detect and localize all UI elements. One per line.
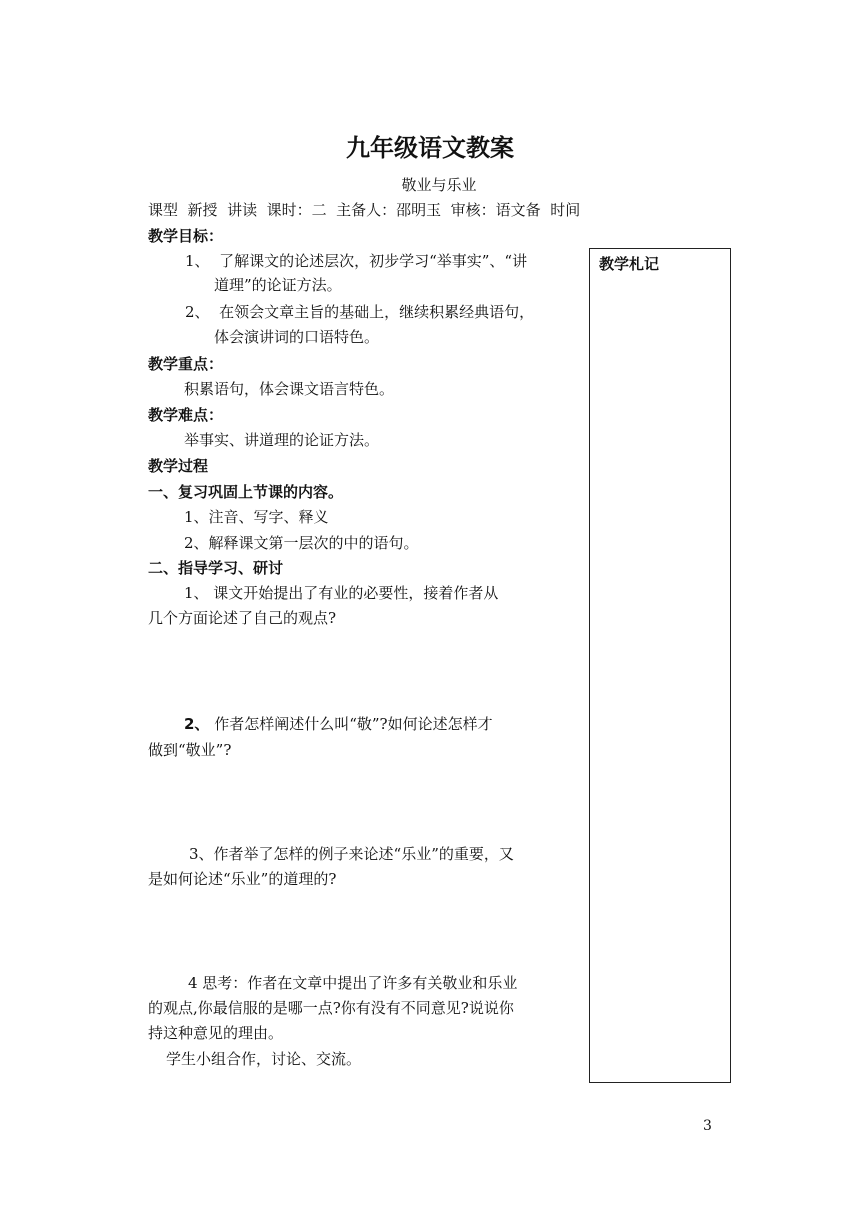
question-4-line-3: 持这种意见的理由。 xyxy=(148,1024,284,1042)
section-2-heading: 二、指导学习、研讨 xyxy=(148,559,284,577)
question-2-line-2: 做到“敬业”? xyxy=(148,741,232,759)
goal-item-1-line-1: 1、 了解课文的论述层次，初步学习“举事实”、“讲 xyxy=(185,252,528,270)
section-1-heading: 一、复习巩固上节课的内容。 xyxy=(148,483,344,501)
lesson-subtitle: 敬业与乐业 xyxy=(401,176,477,194)
goal-item-2-line-2: 体会演讲词的口语特色。 xyxy=(214,328,380,346)
question-2-line-1 xyxy=(184,712,493,736)
process-heading: 教学过程 xyxy=(148,457,209,475)
meta-line: 课型 新授 讲读 课时：二 主备人：邵明玉 审核：语文备 时间 xyxy=(148,201,581,219)
teaching-notes-box xyxy=(589,248,731,1083)
key-points-text: 积累语句，体会课文语言特色。 xyxy=(184,380,395,398)
group-activity: 学生小组合作，讨论、交流。 xyxy=(166,1050,362,1068)
goals-heading: 教学目标： xyxy=(148,227,224,245)
teaching-notes-label: 教学札记 xyxy=(599,255,660,273)
question-4-line-1: 4 思考：作者在文章中提出了许多有关敬业和乐业 xyxy=(188,974,518,992)
goal-item-1-line-2: 道理”的论证方法。 xyxy=(214,276,342,294)
question-3-line-1: 3、作者举了怎样的例子来论述“乐业”的重要，又 xyxy=(189,845,514,863)
page-title: 九年级语文教案 xyxy=(346,134,514,162)
question-1-line-2: 几个方面论述了自己的观点? xyxy=(148,609,337,627)
section-1-item-2: 2、解释课文第一层次的中的语句。 xyxy=(184,534,419,552)
question-2-number: 2、 xyxy=(184,715,210,733)
section-1-item-1: 1、注音、写字、释义 xyxy=(184,508,329,526)
difficulties-heading: 教学难点： xyxy=(148,406,224,424)
question-4-line-2: 的观点,你最信服的是哪一点?你有没有不同意见?说说你 xyxy=(148,999,514,1017)
question-3-line-2: 是如何论述“乐业”的道理的? xyxy=(148,870,337,888)
page-number: 3 xyxy=(703,1118,712,1134)
question-1-line-1: 1、 课文开始提出了有业的必要性，接着作者从 xyxy=(184,584,499,602)
goal-item-2-line-1: 2、 在领会文章主旨的基础上，继续积累经典语句， xyxy=(185,303,535,321)
difficulties-text: 举事实、讲道理的论证方法。 xyxy=(184,431,380,449)
key-points-heading: 教学重点： xyxy=(148,355,224,373)
question-2-text: 作者怎样阐述什么叫“敬”?如何论述怎样才 xyxy=(209,715,493,733)
